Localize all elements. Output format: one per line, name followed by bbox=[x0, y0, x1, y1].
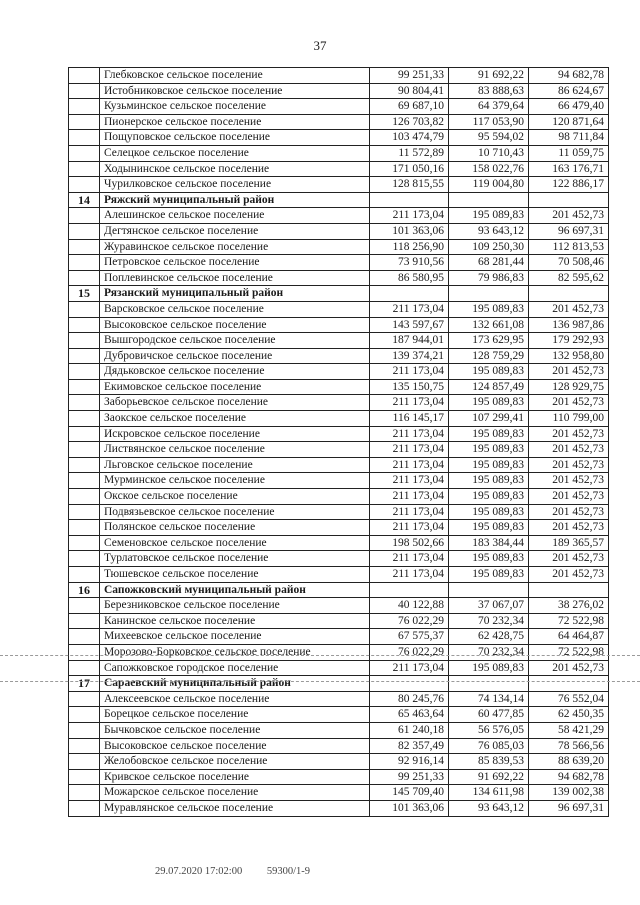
row-index-cell bbox=[69, 520, 100, 536]
row-value-2-cell: 95 594,02 bbox=[449, 130, 529, 146]
row-value-2-cell: 107 299,41 bbox=[449, 411, 529, 427]
row-value-1-cell: 135 150,75 bbox=[370, 379, 449, 395]
row-index-cell bbox=[69, 629, 100, 645]
row-index-cell bbox=[69, 333, 100, 349]
table-row bbox=[69, 520, 609, 536]
row-value-2-cell: 70 232,34 bbox=[449, 644, 529, 660]
row-name-cell: Бычковское сельское поселение bbox=[100, 722, 370, 738]
table-row bbox=[69, 457, 609, 473]
row-value-2-cell: 60 477,85 bbox=[449, 707, 529, 723]
row-index-cell bbox=[69, 411, 100, 427]
table-row bbox=[69, 239, 609, 255]
row-name-cell: Муравлянское сельское поселение bbox=[100, 800, 370, 816]
table-row bbox=[69, 613, 609, 629]
row-value-3-cell: 112 813,53 bbox=[529, 239, 609, 255]
table-row bbox=[69, 754, 609, 770]
row-index-cell bbox=[69, 301, 100, 317]
table-row bbox=[69, 535, 609, 551]
row-value-3-cell: 72 522,98 bbox=[529, 644, 609, 660]
row-name-cell: Турлатовское сельское поселение bbox=[100, 551, 370, 567]
row-value-2-cell: 195 089,83 bbox=[449, 208, 529, 224]
table-row bbox=[69, 629, 609, 645]
row-index-cell bbox=[69, 145, 100, 161]
row-value-1-cell: 211 173,04 bbox=[370, 551, 449, 567]
row-index-cell bbox=[69, 223, 100, 239]
row-index-cell bbox=[69, 395, 100, 411]
row-value-3-cell: 88 639,20 bbox=[529, 754, 609, 770]
row-value-3-cell: 201 452,73 bbox=[529, 473, 609, 489]
row-name-cell: Кривское сельское поселение bbox=[100, 769, 370, 785]
row-name-cell: Полянское сельское поселение bbox=[100, 520, 370, 536]
row-value-2-cell: 134 611,98 bbox=[449, 785, 529, 801]
row-name-cell: Листвянское сельское поселение bbox=[100, 442, 370, 458]
row-value-2-cell: 195 089,83 bbox=[449, 489, 529, 505]
row-name-cell: Алешинское сельское поселение bbox=[100, 208, 370, 224]
row-value-2-cell bbox=[449, 286, 529, 302]
row-index-cell bbox=[69, 68, 100, 84]
row-name-cell: Тюшевское сельское поселение bbox=[100, 567, 370, 583]
row-value-2-cell: 91 692,22 bbox=[449, 769, 529, 785]
row-value-2-cell bbox=[449, 676, 529, 692]
row-name-cell: Желобовское сельское поселение bbox=[100, 754, 370, 770]
row-value-2-cell: 109 250,30 bbox=[449, 239, 529, 255]
table-row bbox=[69, 644, 609, 660]
table-row bbox=[69, 660, 609, 676]
table-row bbox=[69, 99, 609, 115]
row-index-cell: 16 bbox=[69, 582, 100, 598]
table-row bbox=[69, 83, 609, 99]
table-row bbox=[69, 177, 609, 193]
table-row bbox=[69, 317, 609, 333]
row-name-cell: Высоковское сельское поселение bbox=[100, 317, 370, 333]
row-value-3-cell: 96 697,31 bbox=[529, 800, 609, 816]
row-value-3-cell: 82 595,62 bbox=[529, 270, 609, 286]
row-value-1-cell: 211 173,04 bbox=[370, 567, 449, 583]
row-value-2-cell: 195 089,83 bbox=[449, 442, 529, 458]
row-value-1-cell: 211 173,04 bbox=[370, 442, 449, 458]
row-index-cell bbox=[69, 208, 100, 224]
row-value-2-cell: 56 576,05 bbox=[449, 722, 529, 738]
table-row bbox=[69, 333, 609, 349]
row-value-1-cell bbox=[370, 582, 449, 598]
table-row bbox=[69, 785, 609, 801]
table-row bbox=[69, 364, 609, 380]
row-value-2-cell: 195 089,83 bbox=[449, 660, 529, 676]
row-name-cell: Пионерское сельское поселение bbox=[100, 114, 370, 130]
row-index-cell bbox=[69, 754, 100, 770]
row-index-cell bbox=[69, 270, 100, 286]
row-name-cell: Подвязьевское сельское поселение bbox=[100, 504, 370, 520]
table-row bbox=[69, 114, 609, 130]
row-value-1-cell: 92 916,14 bbox=[370, 754, 449, 770]
row-value-2-cell: 62 428,75 bbox=[449, 629, 529, 645]
row-value-3-cell: 120 871,64 bbox=[529, 114, 609, 130]
district-row bbox=[69, 582, 609, 598]
row-index-cell bbox=[69, 613, 100, 629]
row-value-3-cell: 201 452,73 bbox=[529, 551, 609, 567]
row-value-3-cell bbox=[529, 676, 609, 692]
table-row bbox=[69, 769, 609, 785]
row-index-cell: 15 bbox=[69, 286, 100, 302]
table-row bbox=[69, 567, 609, 583]
row-value-2-cell: 195 089,83 bbox=[449, 457, 529, 473]
row-value-1-cell: 116 145,17 bbox=[370, 411, 449, 427]
row-name-cell: Дегтянское сельское поселение bbox=[100, 223, 370, 239]
row-value-3-cell: 139 002,38 bbox=[529, 785, 609, 801]
row-name-cell: Окское сельское поселение bbox=[100, 489, 370, 505]
row-value-3-cell: 201 452,73 bbox=[529, 395, 609, 411]
row-value-3-cell: 96 697,31 bbox=[529, 223, 609, 239]
row-value-1-cell: 76 022,29 bbox=[370, 644, 449, 660]
row-value-3-cell: 38 276,02 bbox=[529, 598, 609, 614]
row-name-cell: Заборьевское сельское поселение bbox=[100, 395, 370, 411]
row-index-cell bbox=[69, 738, 100, 754]
row-name-cell: Искровское сельское поселение bbox=[100, 426, 370, 442]
table-row bbox=[69, 426, 609, 442]
row-value-3-cell: 110 799,00 bbox=[529, 411, 609, 427]
row-value-3-cell: 201 452,73 bbox=[529, 520, 609, 536]
page-footer bbox=[155, 866, 332, 877]
row-value-2-cell: 195 089,83 bbox=[449, 567, 529, 583]
row-value-1-cell: 145 709,40 bbox=[370, 785, 449, 801]
scan-artifact-line bbox=[0, 655, 640, 656]
row-index-cell bbox=[69, 691, 100, 707]
row-value-2-cell: 195 089,83 bbox=[449, 364, 529, 380]
row-value-3-cell: 94 682,78 bbox=[529, 769, 609, 785]
row-value-1-cell: 128 815,55 bbox=[370, 177, 449, 193]
table-row bbox=[69, 395, 609, 411]
row-value-1-cell: 211 173,04 bbox=[370, 395, 449, 411]
table-row bbox=[69, 223, 609, 239]
table-row bbox=[69, 551, 609, 567]
table-row bbox=[69, 68, 609, 84]
row-value-1-cell: 101 363,06 bbox=[370, 800, 449, 816]
row-value-3-cell: 58 421,29 bbox=[529, 722, 609, 738]
row-value-1-cell: 211 173,04 bbox=[370, 504, 449, 520]
row-index-cell bbox=[69, 442, 100, 458]
row-value-1-cell: 171 050,16 bbox=[370, 161, 449, 177]
row-name-cell: Заокское сельское поселение bbox=[100, 411, 370, 427]
row-value-3-cell: 128 929,75 bbox=[529, 379, 609, 395]
row-value-1-cell: 211 173,04 bbox=[370, 208, 449, 224]
row-value-3-cell: 201 452,73 bbox=[529, 504, 609, 520]
district-row bbox=[69, 192, 609, 208]
row-value-1-cell bbox=[370, 676, 449, 692]
row-value-1-cell: 126 703,82 bbox=[370, 114, 449, 130]
row-index-cell bbox=[69, 239, 100, 255]
row-value-3-cell bbox=[529, 582, 609, 598]
row-value-1-cell: 86 580,95 bbox=[370, 270, 449, 286]
row-value-1-cell: 73 910,56 bbox=[370, 255, 449, 271]
row-value-1-cell: 40 122,88 bbox=[370, 598, 449, 614]
row-value-1-cell: 99 251,33 bbox=[370, 68, 449, 84]
row-value-3-cell: 201 452,73 bbox=[529, 208, 609, 224]
row-value-2-cell: 37 067,07 bbox=[449, 598, 529, 614]
row-value-1-cell: 11 572,89 bbox=[370, 145, 449, 161]
row-value-2-cell: 83 888,63 bbox=[449, 83, 529, 99]
table-row bbox=[69, 161, 609, 177]
row-name-cell: Пощуповское сельское поселение bbox=[100, 130, 370, 146]
table-row bbox=[69, 348, 609, 364]
row-value-2-cell: 183 384,44 bbox=[449, 535, 529, 551]
row-index-cell bbox=[69, 177, 100, 193]
row-name-cell: Мурминское сельское поселение bbox=[100, 473, 370, 489]
table-row bbox=[69, 442, 609, 458]
row-value-1-cell: 82 357,49 bbox=[370, 738, 449, 754]
row-index-cell bbox=[69, 83, 100, 99]
row-value-1-cell: 103 474,79 bbox=[370, 130, 449, 146]
row-name-cell: Сараевский муниципальный район bbox=[100, 676, 370, 692]
table-row bbox=[69, 208, 609, 224]
row-value-2-cell: 117 053,90 bbox=[449, 114, 529, 130]
row-name-cell: Селецкое сельское поселение bbox=[100, 145, 370, 161]
row-value-3-cell: 201 452,73 bbox=[529, 442, 609, 458]
row-value-3-cell bbox=[529, 192, 609, 208]
row-value-1-cell: 211 173,04 bbox=[370, 660, 449, 676]
table-row bbox=[69, 738, 609, 754]
row-value-2-cell: 93 643,12 bbox=[449, 800, 529, 816]
table-row bbox=[69, 411, 609, 427]
row-value-2-cell: 195 089,83 bbox=[449, 473, 529, 489]
row-value-2-cell: 74 134,14 bbox=[449, 691, 529, 707]
row-value-1-cell: 65 463,64 bbox=[370, 707, 449, 723]
row-name-cell: Петровское сельское поселение bbox=[100, 255, 370, 271]
row-value-3-cell: 98 711,84 bbox=[529, 130, 609, 146]
row-value-3-cell: 62 450,35 bbox=[529, 707, 609, 723]
row-value-3-cell: 132 958,80 bbox=[529, 348, 609, 364]
row-name-cell: Борецкое сельское поселение bbox=[100, 707, 370, 723]
row-value-1-cell: 211 173,04 bbox=[370, 520, 449, 536]
row-name-cell: Дубровичское сельское поселение bbox=[100, 348, 370, 364]
row-index-cell bbox=[69, 707, 100, 723]
row-index-cell bbox=[69, 130, 100, 146]
row-name-cell: Вышгородское сельское поселение bbox=[100, 333, 370, 349]
row-value-3-cell: 201 452,73 bbox=[529, 364, 609, 380]
row-name-cell: Березниковское сельское поселение bbox=[100, 598, 370, 614]
row-value-1-cell: 211 173,04 bbox=[370, 301, 449, 317]
table-row bbox=[69, 504, 609, 520]
table-row bbox=[69, 473, 609, 489]
district-row bbox=[69, 286, 609, 302]
row-name-cell: Льговское сельское поселение bbox=[100, 457, 370, 473]
row-value-2-cell: 93 643,12 bbox=[449, 223, 529, 239]
row-value-2-cell: 195 089,83 bbox=[449, 551, 529, 567]
row-value-2-cell: 158 022,76 bbox=[449, 161, 529, 177]
row-value-1-cell: 80 245,76 bbox=[370, 691, 449, 707]
row-value-1-cell: 187 944,01 bbox=[370, 333, 449, 349]
row-value-3-cell: 11 059,75 bbox=[529, 145, 609, 161]
row-value-2-cell: 64 379,64 bbox=[449, 99, 529, 115]
row-value-1-cell: 211 173,04 bbox=[370, 457, 449, 473]
row-value-1-cell: 198 502,66 bbox=[370, 535, 449, 551]
row-value-1-cell: 118 256,90 bbox=[370, 239, 449, 255]
row-value-1-cell: 211 173,04 bbox=[370, 364, 449, 380]
row-name-cell: Морозово-Борковское сельское поселение bbox=[100, 644, 370, 660]
row-value-2-cell: 79 986,83 bbox=[449, 270, 529, 286]
table-row bbox=[69, 800, 609, 816]
row-value-2-cell: 173 629,95 bbox=[449, 333, 529, 349]
row-index-cell bbox=[69, 535, 100, 551]
row-value-2-cell: 124 857,49 bbox=[449, 379, 529, 395]
row-index-cell bbox=[69, 489, 100, 505]
row-value-3-cell: 72 522,98 bbox=[529, 613, 609, 629]
row-name-cell: Сапожковский муниципальный район bbox=[100, 582, 370, 598]
row-index-cell bbox=[69, 504, 100, 520]
row-value-2-cell: 128 759,29 bbox=[449, 348, 529, 364]
table-row bbox=[69, 707, 609, 723]
row-index-cell bbox=[69, 379, 100, 395]
row-value-1-cell: 211 173,04 bbox=[370, 426, 449, 442]
row-index-cell bbox=[69, 317, 100, 333]
row-value-2-cell: 10 710,43 bbox=[449, 145, 529, 161]
row-value-2-cell: 70 232,34 bbox=[449, 613, 529, 629]
row-value-1-cell bbox=[370, 286, 449, 302]
row-name-cell: Поплевинское сельское поселение bbox=[100, 270, 370, 286]
row-index-cell bbox=[69, 114, 100, 130]
row-index-cell bbox=[69, 644, 100, 660]
table-row bbox=[69, 379, 609, 395]
row-value-3-cell: 179 292,93 bbox=[529, 333, 609, 349]
row-index-cell bbox=[69, 457, 100, 473]
row-index-cell bbox=[69, 348, 100, 364]
table-row bbox=[69, 691, 609, 707]
row-index-cell bbox=[69, 473, 100, 489]
row-index-cell bbox=[69, 660, 100, 676]
row-value-3-cell: 122 886,17 bbox=[529, 177, 609, 193]
row-name-cell: Екимовское сельское поселение bbox=[100, 379, 370, 395]
row-value-3-cell: 201 452,73 bbox=[529, 660, 609, 676]
row-value-2-cell: 195 089,83 bbox=[449, 395, 529, 411]
row-value-1-cell: 211 173,04 bbox=[370, 473, 449, 489]
row-value-3-cell: 201 452,73 bbox=[529, 457, 609, 473]
budget-table bbox=[68, 67, 609, 817]
row-value-1-cell: 61 240,18 bbox=[370, 722, 449, 738]
row-index-cell bbox=[69, 800, 100, 816]
row-name-cell: Ходынинское сельское поселение bbox=[100, 161, 370, 177]
table-row bbox=[69, 270, 609, 286]
row-value-2-cell: 195 089,83 bbox=[449, 426, 529, 442]
row-index-cell bbox=[69, 769, 100, 785]
row-name-cell: Семеновское сельское поселение bbox=[100, 535, 370, 551]
row-value-2-cell: 195 089,83 bbox=[449, 520, 529, 536]
district-row bbox=[69, 676, 609, 692]
scan-artifact-line bbox=[0, 681, 640, 682]
row-value-3-cell: 64 464,87 bbox=[529, 629, 609, 645]
row-name-cell: Дядьковское сельское поселение bbox=[100, 364, 370, 380]
table-row bbox=[69, 598, 609, 614]
row-name-cell: Рязанский муниципальный район bbox=[100, 286, 370, 302]
table-row bbox=[69, 145, 609, 161]
row-value-3-cell: 201 452,73 bbox=[529, 567, 609, 583]
row-value-3-cell: 201 452,73 bbox=[529, 426, 609, 442]
row-value-2-cell: 195 089,83 bbox=[449, 301, 529, 317]
row-value-1-cell: 101 363,06 bbox=[370, 223, 449, 239]
row-value-2-cell: 132 661,08 bbox=[449, 317, 529, 333]
row-value-3-cell: 94 682,78 bbox=[529, 68, 609, 84]
row-value-3-cell: 86 624,67 bbox=[529, 83, 609, 99]
row-value-2-cell: 68 281,44 bbox=[449, 255, 529, 271]
row-value-1-cell: 139 374,21 bbox=[370, 348, 449, 364]
row-value-2-cell: 91 692,22 bbox=[449, 68, 529, 84]
row-name-cell: Михеевское сельское поселение bbox=[100, 629, 370, 645]
row-name-cell: Глебковское сельское поселение bbox=[100, 68, 370, 84]
row-value-3-cell: 189 365,57 bbox=[529, 535, 609, 551]
row-index-cell bbox=[69, 161, 100, 177]
row-name-cell: Варсковское сельское поселение bbox=[100, 301, 370, 317]
row-value-1-cell: 90 804,41 bbox=[370, 83, 449, 99]
row-value-1-cell: 99 251,33 bbox=[370, 769, 449, 785]
table-row bbox=[69, 722, 609, 738]
row-name-cell: Истобниковское сельское поселение bbox=[100, 83, 370, 99]
row-index-cell bbox=[69, 426, 100, 442]
footer-timestamp: 29.07.2020 17:02:00 bbox=[155, 866, 243, 877]
row-name-cell: Алексеевское сельское поселение bbox=[100, 691, 370, 707]
row-index-cell: 14 bbox=[69, 192, 100, 208]
row-value-2-cell: 195 089,83 bbox=[449, 504, 529, 520]
footer-doc-code: 59300/1-9 bbox=[266, 866, 311, 877]
row-value-1-cell: 67 575,37 bbox=[370, 629, 449, 645]
page-number: 37 bbox=[313, 38, 327, 53]
row-index-cell: 17 bbox=[69, 676, 100, 692]
row-value-3-cell bbox=[529, 286, 609, 302]
table-row bbox=[69, 489, 609, 505]
row-index-cell bbox=[69, 785, 100, 801]
row-name-cell: Высоковское сельское поселение bbox=[100, 738, 370, 754]
row-index-cell bbox=[69, 99, 100, 115]
table-body bbox=[69, 68, 609, 817]
row-index-cell bbox=[69, 598, 100, 614]
row-value-1-cell bbox=[370, 192, 449, 208]
row-value-1-cell: 76 022,29 bbox=[370, 613, 449, 629]
row-index-cell bbox=[69, 567, 100, 583]
row-name-cell: Журавинское сельское поселение bbox=[100, 239, 370, 255]
row-value-2-cell: 119 004,80 bbox=[449, 177, 529, 193]
table-row bbox=[69, 130, 609, 146]
row-name-cell: Чурилковское сельское поселение bbox=[100, 177, 370, 193]
row-value-3-cell: 136 987,86 bbox=[529, 317, 609, 333]
row-value-3-cell: 76 552,04 bbox=[529, 691, 609, 707]
row-value-1-cell: 143 597,67 bbox=[370, 317, 449, 333]
row-value-3-cell: 201 452,73 bbox=[529, 489, 609, 505]
row-value-1-cell: 211 173,04 bbox=[370, 489, 449, 505]
row-name-cell: Можарское сельское поселение bbox=[100, 785, 370, 801]
row-value-1-cell: 69 687,10 bbox=[370, 99, 449, 115]
row-name-cell: Кузьминское сельское поселение bbox=[100, 99, 370, 115]
row-index-cell bbox=[69, 551, 100, 567]
table-row bbox=[69, 301, 609, 317]
row-value-2-cell: 85 839,53 bbox=[449, 754, 529, 770]
row-value-2-cell: 76 085,03 bbox=[449, 738, 529, 754]
row-index-cell bbox=[69, 364, 100, 380]
row-value-3-cell: 163 176,71 bbox=[529, 161, 609, 177]
row-value-2-cell bbox=[449, 192, 529, 208]
row-value-3-cell: 66 479,40 bbox=[529, 99, 609, 115]
table-row bbox=[69, 255, 609, 271]
row-name-cell: Канинское сельское поселение bbox=[100, 613, 370, 629]
row-value-3-cell: 201 452,73 bbox=[529, 301, 609, 317]
row-value-3-cell: 70 508,46 bbox=[529, 255, 609, 271]
row-value-2-cell bbox=[449, 582, 529, 598]
row-value-3-cell: 78 566,56 bbox=[529, 738, 609, 754]
row-index-cell bbox=[69, 722, 100, 738]
row-name-cell: Ряжский муниципальный район bbox=[100, 192, 370, 208]
row-index-cell bbox=[69, 255, 100, 271]
row-name-cell: Сапожковское городское поселение bbox=[100, 660, 370, 676]
